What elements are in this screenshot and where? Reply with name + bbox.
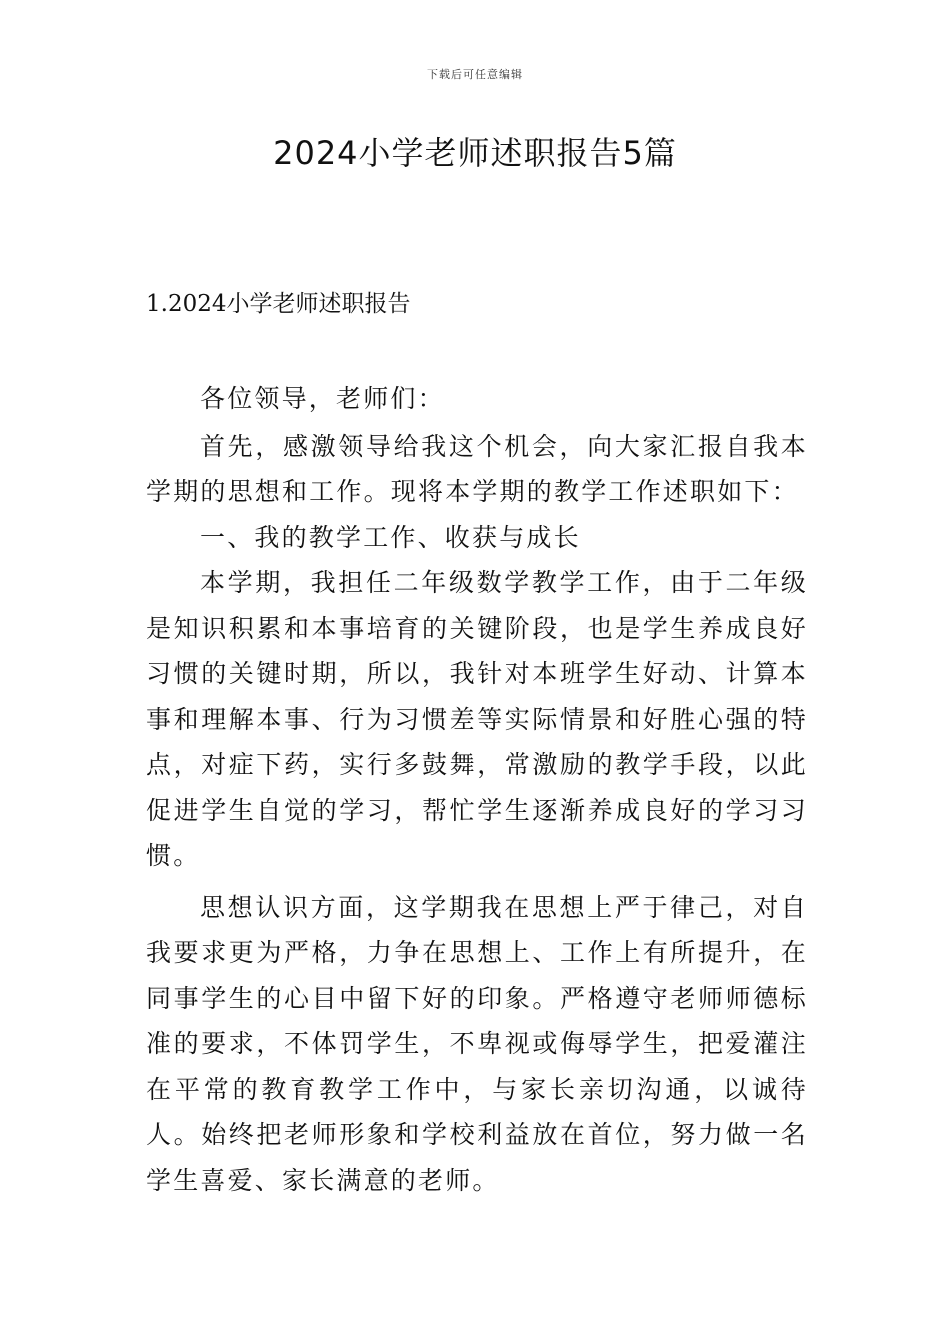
salutation-paragraph: 各位领导，老师们： (200, 384, 445, 413)
ideology-paragraph: 思想认识方面，这学期我在思想上严于律己，对自我要求更为严格，力争在思想上、工作上有所提升，在同事学生的心目中留下好的印象。严格遵守老师师德标准的要求，不体罚学生，不卑视或侮辱学生，把爱灌注在平常的教育教学工作中，与家长亲切沟通，以诚待人。始终把老师形象和学校利益放在首位，努力做一名学生喜爱、家长满意的老师。 (146, 892, 808, 1195)
document-body (146, 376, 808, 1203)
subheading-paragraph: 一、我的教学工作、收获与成长 (200, 522, 581, 552)
section-heading: 1.2024小学老师述职报告 (146, 291, 411, 317)
header-note: 下载后可任意编辑 (427, 68, 523, 81)
intro-paragraph: 首先，感激领导给我这个机会，向大家汇报自我本学期的思想和工作。现将本学期的教学工作述职如下： (146, 431, 808, 506)
teaching-paragraph: 本学期，我担任二年级数学教学工作，由于二年级是知识积累和本事培育的关键阶段，也是学生养成良好习惯的关键时期，所以，我针对本班学生好动、计算本事和理解本事、行为习惯差等实际情景和好胜心强的特点，对症下药，实行多鼓舞，常激励的教学手段，以此促进学生自觉的学习，帮忙学生逐渐养成良好的学习习惯。 (146, 568, 808, 870)
document-title: 2024小学老师述职报告5篇 (273, 134, 677, 172)
